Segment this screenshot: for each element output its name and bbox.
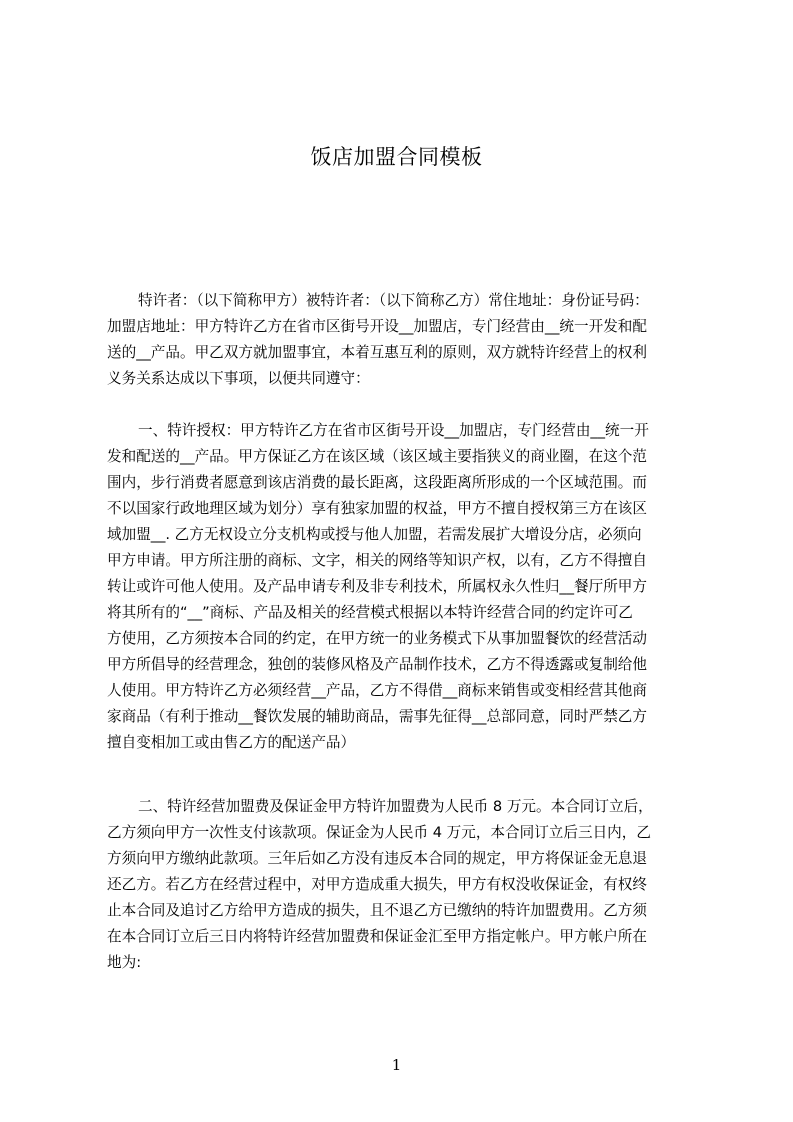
text-line: 甲方申请。甲方所注册的商标、文字，相关的网络等知识产权，以有，乙方不得擅自 bbox=[107, 552, 647, 569]
text-line: 送的__产品。甲乙双方就加盟事宜，本着互惠互利的原则，双方就特许经营上的权利 bbox=[107, 344, 647, 361]
paragraph-section-2 bbox=[107, 794, 698, 976]
text-line: 还乙方。若乙方在经营过程中，对甲方造成重大损失，甲方有权没收保证金，有权终 bbox=[107, 876, 647, 893]
text-line: 地为: bbox=[107, 954, 142, 971]
text-line: 义务关系达成以下事项，以便共同遵守： bbox=[107, 370, 370, 387]
text-line: 方使用，乙方须按本合同的约定，在甲方统一的业务模式下从事加盟餐饮的经营活动 bbox=[107, 630, 647, 647]
paragraph-preamble bbox=[107, 288, 698, 392]
text-line: 在本合同订立后三日内将特许经营加盟费和保证金汇至甲方指定帐户。甲方帐户所在 bbox=[107, 928, 647, 945]
text-line: 特许者：（以下简称甲方）被特许者：（以下简称乙方）常住地址：身份证号码： bbox=[138, 292, 649, 309]
document-title: 饭店加盟合同模板 bbox=[310, 145, 483, 169]
text-line: 域加盟__. 乙方无权设立分支机构或授与他人加盟，若需发展扩大增设分店，必须向 bbox=[107, 526, 642, 543]
text-line: 擅自变相加工或由售乙方的配送产品） bbox=[107, 734, 356, 751]
text-line: 发和配送的__产品。甲方保证乙方在该区域（该区域主要指狭义的商业圈，在这个范 bbox=[107, 448, 647, 465]
text-line: 二、特许经营加盟费及保证金甲方特许加盟费为人民币 8 万元。本合同订立后， bbox=[138, 798, 653, 815]
text-line: 乙方须向甲方一次性支付该款项。保证金为人民币 4 万元，本合同订立后三日内，乙 bbox=[107, 824, 651, 841]
text-line: 不以国家行政地理区域为划分）享有独家加盟的权益，甲方不擅自授权第三方在该区 bbox=[107, 500, 647, 517]
text-line: 转让或许可他人使用。及产品申请专利及非专利技术，所属权永久性归__餐厅所甲方 bbox=[107, 578, 647, 595]
page-number: 1 bbox=[391, 1056, 402, 1074]
text-line: 将其所有的“__”商标、产品及相关的经营模式根据以本特许经营合同的约定许可乙 bbox=[107, 604, 633, 621]
text-line: 一、特许授权：甲方特许乙方在省市区街号开设__加盟店，专门经营由__统一开 bbox=[138, 422, 649, 439]
text-line: 人使用。甲方特许乙方必须经营__产品，乙方不得借__商标来销售或变相经营其他商 bbox=[107, 682, 647, 699]
text-line: 方须向甲方缴纳此款项。三年后如乙方没有违反本合同的规定，甲方将保证金无息退 bbox=[107, 850, 647, 867]
paragraph-section-1 bbox=[107, 418, 698, 756]
text-line: 止本合同及追讨乙方给甲方造成的损失，且不退乙方已缴纳的特许加盟费用。乙方须 bbox=[107, 902, 647, 919]
text-line: 甲方所倡导的经营理念，独创的装修风格及产品制作技术，乙方不得透露或复制给他 bbox=[107, 656, 647, 673]
text-line: 围内，步行消费者愿意到该店消费的最长距离，这段距离所形成的一个区域范围。而 bbox=[107, 474, 647, 491]
text-line: 加盟店地址：甲方特许乙方在省市区街号开设__加盟店，专门经营由__统一开发和配 bbox=[107, 318, 647, 335]
text-line: 家商品（有利于推动__餐饮发展的辅助商品，需事先征得__总部同意，同时严禁乙方 bbox=[107, 708, 647, 725]
